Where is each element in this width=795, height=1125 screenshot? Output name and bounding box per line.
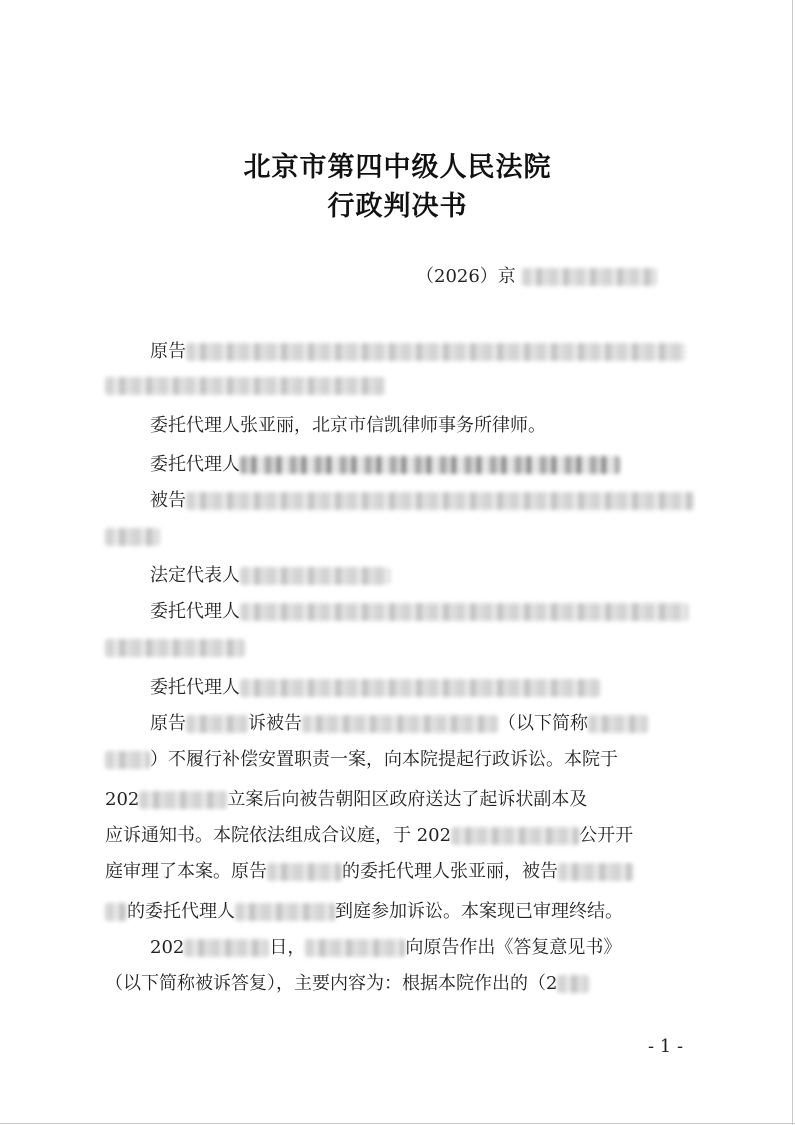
redacted-legal-rep bbox=[240, 567, 390, 585]
redacted-agent-4 bbox=[240, 679, 600, 697]
body-text: 原告 bbox=[150, 713, 186, 734]
body-line-8 bbox=[105, 974, 589, 994]
agent-label-4: 委托代理人 bbox=[150, 677, 240, 698]
body-line-6 bbox=[105, 902, 623, 922]
agent-line-3 bbox=[150, 602, 688, 622]
defendant-line bbox=[150, 491, 694, 511]
agent-line-3-cont bbox=[105, 638, 245, 658]
redacted-date bbox=[139, 791, 227, 809]
redacted-agency bbox=[305, 939, 405, 957]
agent-line-2 bbox=[150, 455, 620, 475]
defendant-label: 被告 bbox=[150, 490, 186, 511]
redacted-agent-2 bbox=[240, 456, 620, 474]
redacted-date-2 bbox=[451, 827, 579, 845]
body-text: 的委托代理人张亚丽，被告 bbox=[342, 861, 558, 882]
document-type: 行政判决书 bbox=[327, 191, 468, 222]
redacted-plaintiff-info bbox=[186, 343, 686, 361]
court-name: 北京市第四中级人民法院 bbox=[243, 152, 552, 183]
redacted-defendant-name bbox=[558, 863, 633, 881]
agent-line-1: 委托代理人张亚丽，北京市信凯律师事务所律师。 bbox=[150, 415, 546, 436]
redacted-name bbox=[186, 715, 248, 733]
case-number-prefix: （2026）京 bbox=[416, 266, 516, 287]
body-line-1 bbox=[150, 714, 648, 734]
defendant-line-cont bbox=[105, 527, 160, 547]
redacted-date-3 bbox=[184, 939, 269, 957]
redacted-case-number bbox=[522, 268, 657, 286]
redacted-defendant bbox=[302, 715, 498, 733]
body-text: 诉被告 bbox=[248, 713, 302, 734]
redacted-agent-3 bbox=[240, 603, 688, 621]
plaintiff-line bbox=[150, 342, 686, 362]
legal-rep-label: 法定代表人 bbox=[150, 565, 240, 586]
redacted-case-ref bbox=[557, 975, 589, 993]
agent-label-2: 委托代理人 bbox=[150, 454, 240, 475]
body-text: 庭审理了本案。原告 bbox=[105, 861, 267, 882]
redacted-abbr-cont bbox=[105, 751, 150, 769]
legal-rep-line bbox=[150, 566, 390, 586]
plaintiff-line-cont bbox=[105, 376, 385, 396]
agent-line-4 bbox=[150, 678, 600, 698]
body-text: 202 bbox=[105, 789, 140, 810]
body-text: 到庭参加诉讼。本案现已审理终结。 bbox=[335, 901, 623, 922]
page-edge-bottom bbox=[0, 1123, 795, 1124]
body-line-2 bbox=[105, 750, 618, 770]
body-line-3 bbox=[105, 790, 587, 810]
redacted-abbr bbox=[588, 715, 648, 733]
plaintiff-label: 原告 bbox=[150, 341, 186, 362]
redacted-defendant-info bbox=[186, 492, 694, 510]
body-text: ）不履行补偿安置职责一案，向本院提起行政诉讼。本院于 bbox=[150, 749, 618, 770]
body-line-5 bbox=[105, 862, 633, 882]
redacted-agent-3-cont bbox=[105, 639, 245, 657]
body-text: （以下简称 bbox=[498, 713, 588, 734]
redacted-plaintiff-name bbox=[267, 863, 342, 881]
redacted-defendant-name-cont bbox=[105, 903, 127, 921]
body-text: （以下简称被诉答复），主要内容为：根据本院作出的（2 bbox=[105, 973, 558, 994]
body-line-7 bbox=[150, 938, 621, 958]
redacted-plaintiff-address bbox=[105, 377, 385, 395]
case-number bbox=[416, 262, 657, 288]
agent-label-3: 委托代理人 bbox=[150, 601, 240, 622]
body-line-4 bbox=[105, 826, 633, 846]
body-text: 向原告作出《答复意见书》 bbox=[405, 937, 622, 958]
body-text: 202 bbox=[150, 937, 185, 958]
body-text: 日， bbox=[269, 937, 306, 958]
page-number: - 1 - bbox=[648, 1036, 684, 1057]
body-text: 立案后向被告朝阳区政府送达了起诉状副本及 bbox=[227, 789, 588, 810]
redacted-defendant-address bbox=[105, 528, 160, 546]
redacted-agent-names bbox=[235, 903, 335, 921]
body-text: 公开开 bbox=[579, 825, 634, 846]
body-text: 应诉通知书。本院依法组成合议庭，于 202 bbox=[105, 825, 452, 846]
body-text: 的委托代理人 bbox=[127, 901, 235, 922]
